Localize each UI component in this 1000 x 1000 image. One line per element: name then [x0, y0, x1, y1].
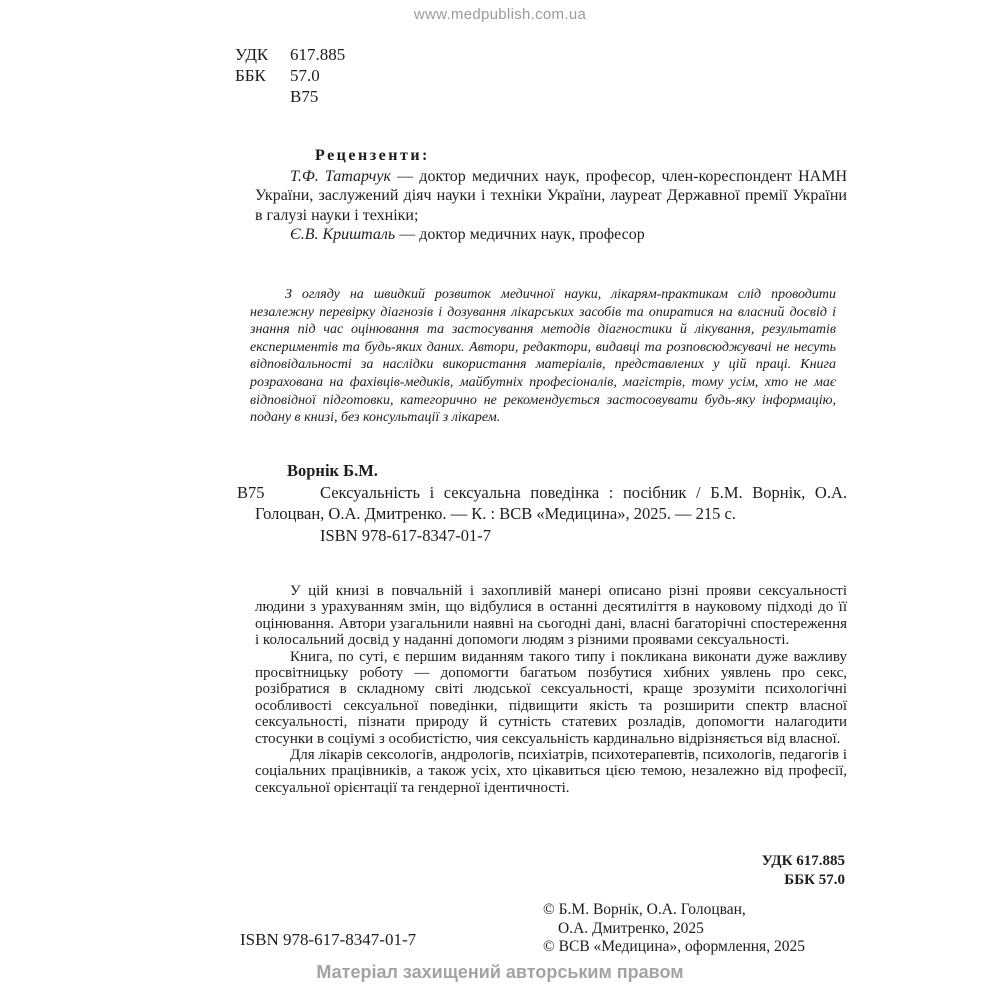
reviewer-name: Т.Ф. Татарчук	[290, 167, 391, 185]
bbk-row	[235, 65, 345, 86]
annotation-paragraph: У цій книзі в повчальній і захопливій манері описано різні прояви сексуальності людини з урахуванням змін, що відбулися в останні десятиліття в науковому підході до її оцінювання. Автори узагальнили наявні на сьогодні дані, власні багаторічні спостереження і колосальний досвід у наданні допомоги людям з різними проявами сексуальності.	[255, 583, 847, 649]
udk-label: УДК	[235, 45, 269, 64]
reviewer-description: — доктор медичних наук, професор	[395, 226, 645, 243]
bbk-label: ББК	[235, 66, 266, 85]
author-sign: В75	[290, 87, 319, 106]
medical-disclaimer-paragraph: З огляду на швидкий розвиток медичної науки, лікарям-практикам слід проводити незалежну перевірку діагнозів і дозування лікарських засобів та опиратися на власний досвід і знання під час оцінювання та застосування методів діагностики й лікування, результатів експериментів та будь-яких даних. Автори, редактори, видавці та розповсюджувачі не несуть відповідальності за наслідки використання матеріалів, представлених у цій праці. Книга розрахована на фахівців-медиків, майбутніх професіоналів, магістрів, тому усім, хто не має відповідної підготовки, категорично не рекомендується застосовувати будь-яку інформацію, подану в книзі, без консультації з лікарем.	[250, 287, 836, 426]
reviewers-heading: Рецензенти:	[315, 147, 430, 164]
cataloging-in-publication-block	[237, 460, 847, 546]
copyright-protection-note: Матеріал захищений авторським правом	[316, 962, 684, 982]
udk-value: 617.885	[290, 45, 346, 64]
catalog-entry: Сексуальність і сексуальна поведінка : посібник / Б.М. Ворнік, О.А. Голоцван, О.А. Дмитренко. — К. : ВСВ «Медицина», 2025. — 215 с.	[255, 482, 847, 523]
publisher-site-url: www.medpublish.com.ua	[413, 6, 587, 23]
copyright-publisher-line: © ВСВ «Медицина», оформлення, 2025	[543, 938, 805, 955]
copyright-block	[543, 901, 805, 957]
catalog-author-sign: В75	[237, 482, 265, 502]
catalog-author: Ворнік Б.М.	[287, 461, 378, 480]
annotation-paragraph: Книга, по суті, є першим виданням такого типу і покликана виконати дуже важливу просвітницьку роботу — допомогти багатьом позбутися хибних уявлень про секс, розібратися в складному світі людської сексуальності, краще зрозуміти психологічні особливості сексуальної поведінки, підвищити якість та розширити спектр власної сексуальності, пізнати природу й сутність статевих розладів, допомогти налагодити стосунки в соціумі з особистістю, чия сексуальність кардинально відрізняється від власної.	[255, 648, 847, 747]
udk-row	[235, 44, 345, 65]
bbk-value: 57.0	[290, 66, 320, 85]
reviewer-entry	[255, 225, 847, 245]
reviewer-entry	[255, 167, 847, 226]
classification-block-top	[235, 44, 345, 107]
reviewer-description: — доктор медичних наук, професор, член-кореспондент НАМН України, заслужений діяч науки і техніки України, лауреат Державної премії України в галузі науки і техніки;	[255, 167, 847, 224]
reviewer-name: Є.В. Кришталь	[290, 226, 396, 243]
copyright-authors-continuation: О.А. Дмитренко, 2025	[558, 919, 704, 937]
annotation-paragraph: Для лікарів сексологів, андрологів, психіатрів, психотерапевтів, психологів, педагогів і соціальних працівників, а також усіх, хто цікавиться цією темою, незалежно від професії, сексуальної орієнтації та гендерної ідентичності.	[255, 747, 847, 796]
classification-block-bottom	[762, 852, 845, 889]
annotation-section	[255, 583, 847, 796]
reviewers-section	[255, 146, 847, 245]
copyright-authors-line: © Б.М. Ворнік, О.А. Голоцван,	[543, 901, 746, 918]
isbn-bottom: ISBN 978-617-8347-01-7	[240, 930, 417, 949]
catalog-body	[237, 482, 847, 525]
bbk-bottom: ББК 57.0	[784, 871, 845, 888]
catalog-isbn: ISBN 978-617-8347-01-7	[320, 525, 491, 545]
udk-bottom: УДК 617.885	[761, 853, 845, 869]
